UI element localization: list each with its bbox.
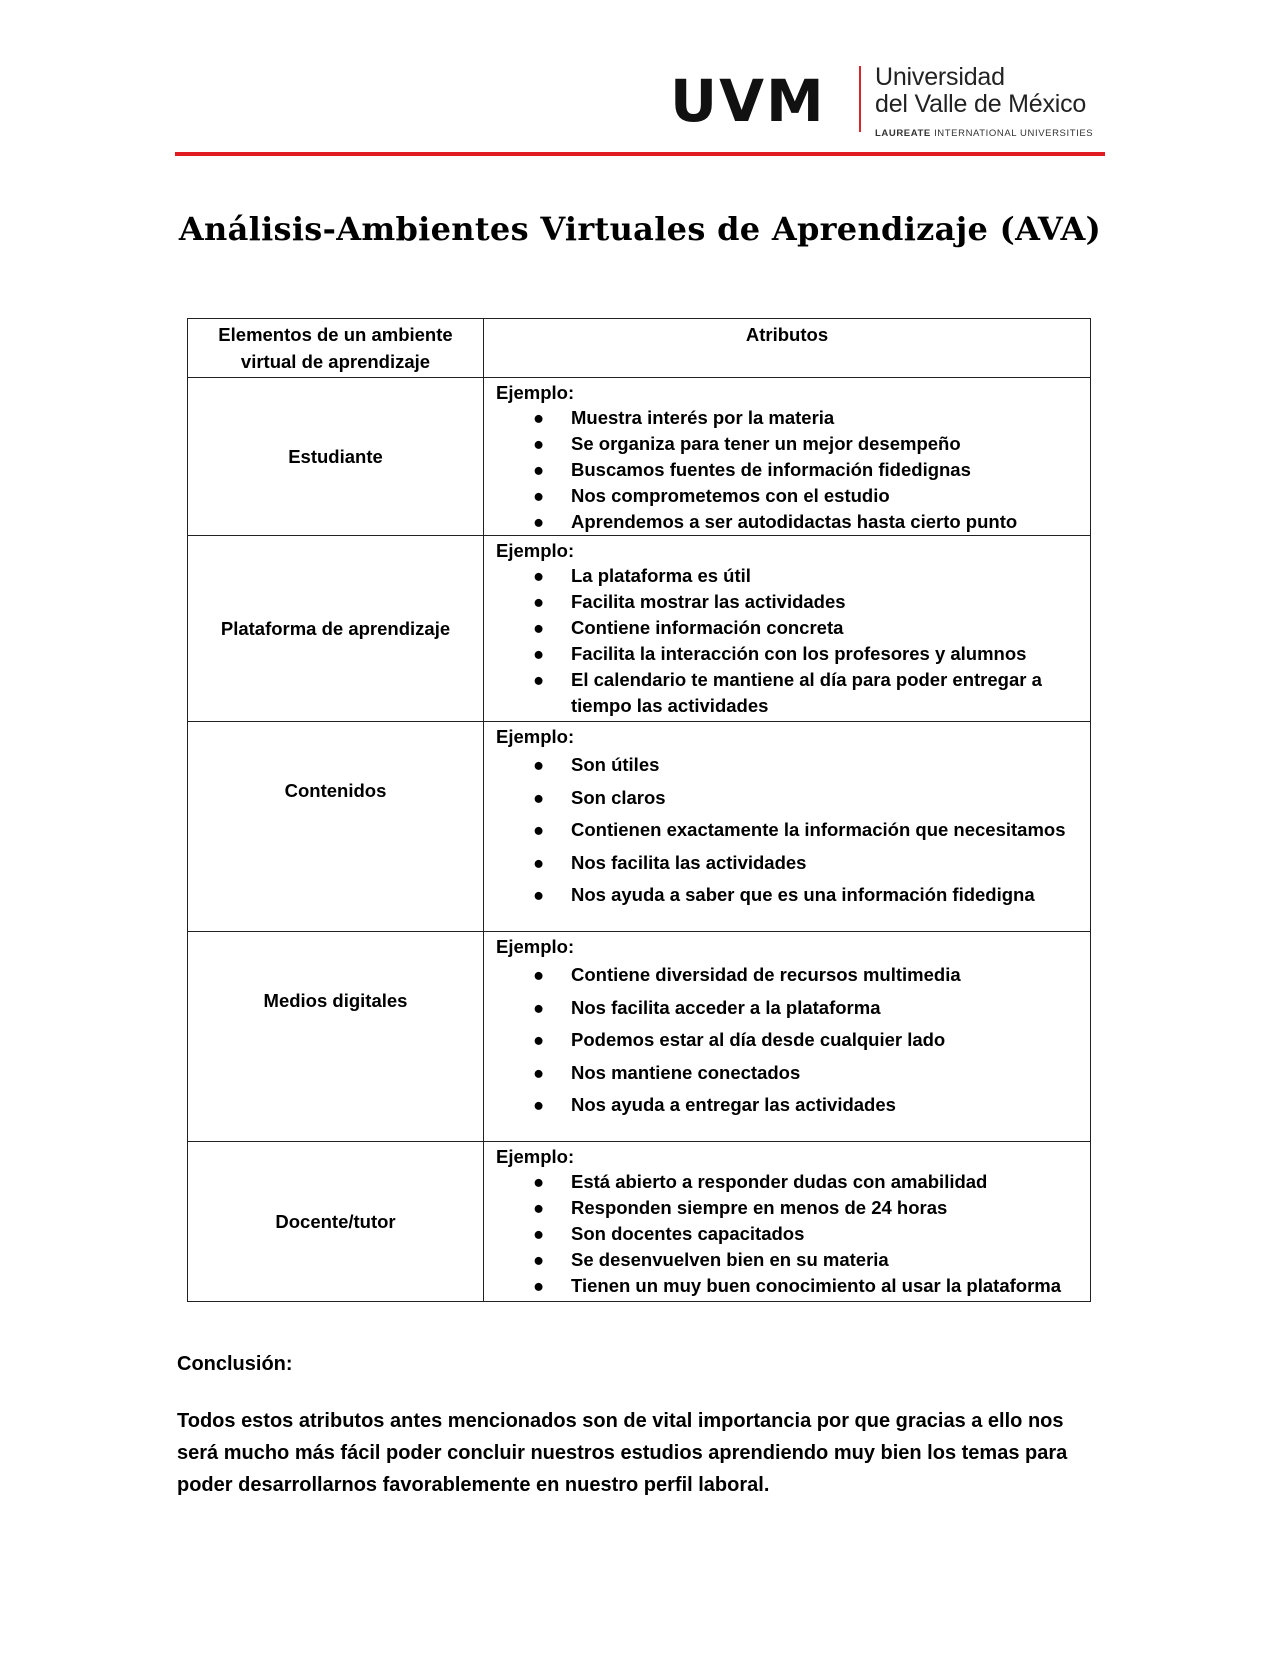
list-item [496,1089,1080,1122]
bullet-icon: ● [533,819,545,840]
list-item [496,1247,1080,1273]
list-item-text: Se desenvuelven bien en su materia [571,1249,889,1270]
list-item [496,1221,1080,1247]
conclusion-heading: Conclusión: [177,1353,293,1375]
bullet-icon: ● [533,996,545,1018]
attributes-cell [484,932,1091,1142]
list-item-text: Buscamos fuentes de información fidedignas [571,459,971,480]
list-item-text: El calendario te mantiene al día para poder entregar a tiempo las actividades [571,669,1042,716]
attribute-list [496,959,1080,1122]
list-item [496,667,1080,719]
bullet-icon: ● [533,1275,545,1296]
bullet-icon: ● [533,851,545,873]
table-header-row [188,319,1091,378]
bullet-icon: ● [533,1249,545,1270]
element-cell: Contenidos [188,722,484,932]
table-row [188,932,1091,1142]
list-item [496,1057,1080,1090]
bullet-icon: ● [533,433,545,454]
attributes-cell [484,536,1091,722]
ejemplo-label: Ejemplo: [496,540,575,561]
logo-tagline-rest: INTERNATIONAL UNIVERSITIES [930,128,1094,139]
list-item [496,1169,1080,1195]
list-item-text: Responden siempre en menos de 24 horas [571,1197,948,1218]
list-item [496,641,1080,667]
logo-divider [859,66,861,132]
logo-line-1: Universidad [875,63,1005,91]
list-item-text: Son claros [571,786,666,808]
list-item-text: Contienen exactamente la información que necesitamos [571,819,1066,840]
list-item [496,1273,1080,1299]
table-row [188,536,1091,722]
list-item-text: Nos ayuda a entregar las actividades [571,1094,896,1115]
table-row [188,1142,1091,1302]
list-item-text: Son docentes capacitados [571,1223,805,1244]
table-row [188,378,1091,536]
attribute-list [496,563,1080,719]
list-item [496,509,1080,535]
ejemplo-label: Ejemplo: [496,1146,575,1167]
header-elementos: Elementos de un ambiente virtual de aprendizaje [188,319,484,378]
bullet-icon: ● [533,884,545,905]
list-item-text: Se organiza para tener un mejor desempeño [571,433,961,454]
attributes-cell [484,1142,1091,1302]
element-cell: Estudiante [188,378,484,536]
bullet-icon: ● [533,1029,545,1050]
list-item-text: Nos ayuda a saber que es una información fidedigna [571,884,1035,905]
list-item [496,615,1080,641]
attribute-list [496,1169,1080,1299]
logo-mark: UVM [670,67,826,135]
document-title: Análisis-Ambientes Virtuales de Aprendizaje (AVA) [178,210,1102,248]
list-item [496,563,1080,589]
bullet-icon: ● [533,669,545,690]
list-item-text: Nos comprometemos con el estudio [571,485,890,506]
attributes-cell [484,378,1091,536]
bullet-icon: ● [533,1223,545,1244]
list-item-text: Está abierto a responder dudas con amabilidad [571,1171,988,1192]
bullet-icon: ● [533,565,545,586]
bullet-icon: ● [533,485,545,506]
list-item [496,1195,1080,1221]
list-item-text: Podemos estar al día desde cualquier lado [571,1029,946,1050]
list-item [496,589,1080,615]
uvm-logo [670,60,1100,140]
list-item-text: Nos facilita las actividades [571,851,807,873]
list-item-text: Muestra interés por la materia [571,407,835,428]
ejemplo-label: Ejemplo: [496,936,575,957]
list-item [496,879,1080,912]
page-header [0,0,1280,160]
ejemplo-label: Ejemplo: [496,726,575,747]
list-item [496,1024,1080,1057]
list-item [496,749,1080,782]
bullet-icon: ● [533,643,545,664]
table-row [188,722,1091,932]
list-item-text: Son útiles [571,754,660,775]
list-item-text: Nos mantiene conectados [571,1061,801,1083]
list-item-text: La plataforma es útil [571,565,751,586]
list-item [496,405,1080,431]
list-item-text: Nos facilita acceder a la plataforma [571,996,881,1018]
bullet-icon: ● [533,1094,545,1115]
logo-line-2: del Valle de México [875,90,1087,118]
bullet-icon: ● [533,511,545,532]
list-item-text: Aprendemos a ser autodidactas hasta cierto punto [571,511,1018,532]
bullet-icon: ● [533,1061,545,1083]
bullet-icon: ● [533,591,545,612]
ejemplo-label: Ejemplo: [496,382,575,403]
list-item-text: Tienen un muy buen conocimiento al usar la plataforma [571,1275,1062,1296]
list-item [496,847,1080,880]
attributes-cell [484,722,1091,932]
list-item-text: Facilita mostrar las actividades [571,591,846,612]
list-item [496,992,1080,1025]
bullet-icon: ● [533,459,545,480]
element-cell: Docente/tutor [188,1142,484,1302]
bullet-icon: ● [533,1197,545,1218]
bullet-icon: ● [533,1171,545,1192]
bullet-icon: ● [533,407,545,428]
bullet-icon: ● [533,754,545,775]
conclusion-body: Todos estos atributos antes mencionados son de vital importancia por que gracias a ello nos será mucho más fácil poder concluir nuestros estudios aprendiendo muy bien los temas para poder desarrollarnos favorablemente en nuestro perfil laboral. [177,1410,1068,1496]
attribute-list [496,749,1080,912]
list-item [496,431,1080,457]
header-rule [175,152,1105,156]
list-item-text: Contiene información concreta [571,617,844,638]
header-atributos: Atributos [484,319,1091,378]
logo-tagline [875,128,1093,139]
list-item [496,814,1080,847]
bullet-icon: ● [533,786,545,808]
logo-wordmark [875,64,1093,139]
list-item [496,457,1080,483]
bullet-icon: ● [533,964,545,985]
ava-table [187,318,1091,1302]
bullet-icon: ● [533,617,545,638]
list-item [496,782,1080,815]
list-item [496,483,1080,509]
attribute-list [496,405,1080,535]
list-item-text: Contiene diversidad de recursos multimedia [571,964,961,985]
list-item [496,959,1080,992]
element-cell: Medios digitales [188,932,484,1142]
list-item-text: Facilita la interacción con los profesores y alumnos [571,643,1027,664]
element-cell: Plataforma de aprendizaje [188,536,484,722]
logo-tagline-bold: LAUREATE [875,128,931,139]
